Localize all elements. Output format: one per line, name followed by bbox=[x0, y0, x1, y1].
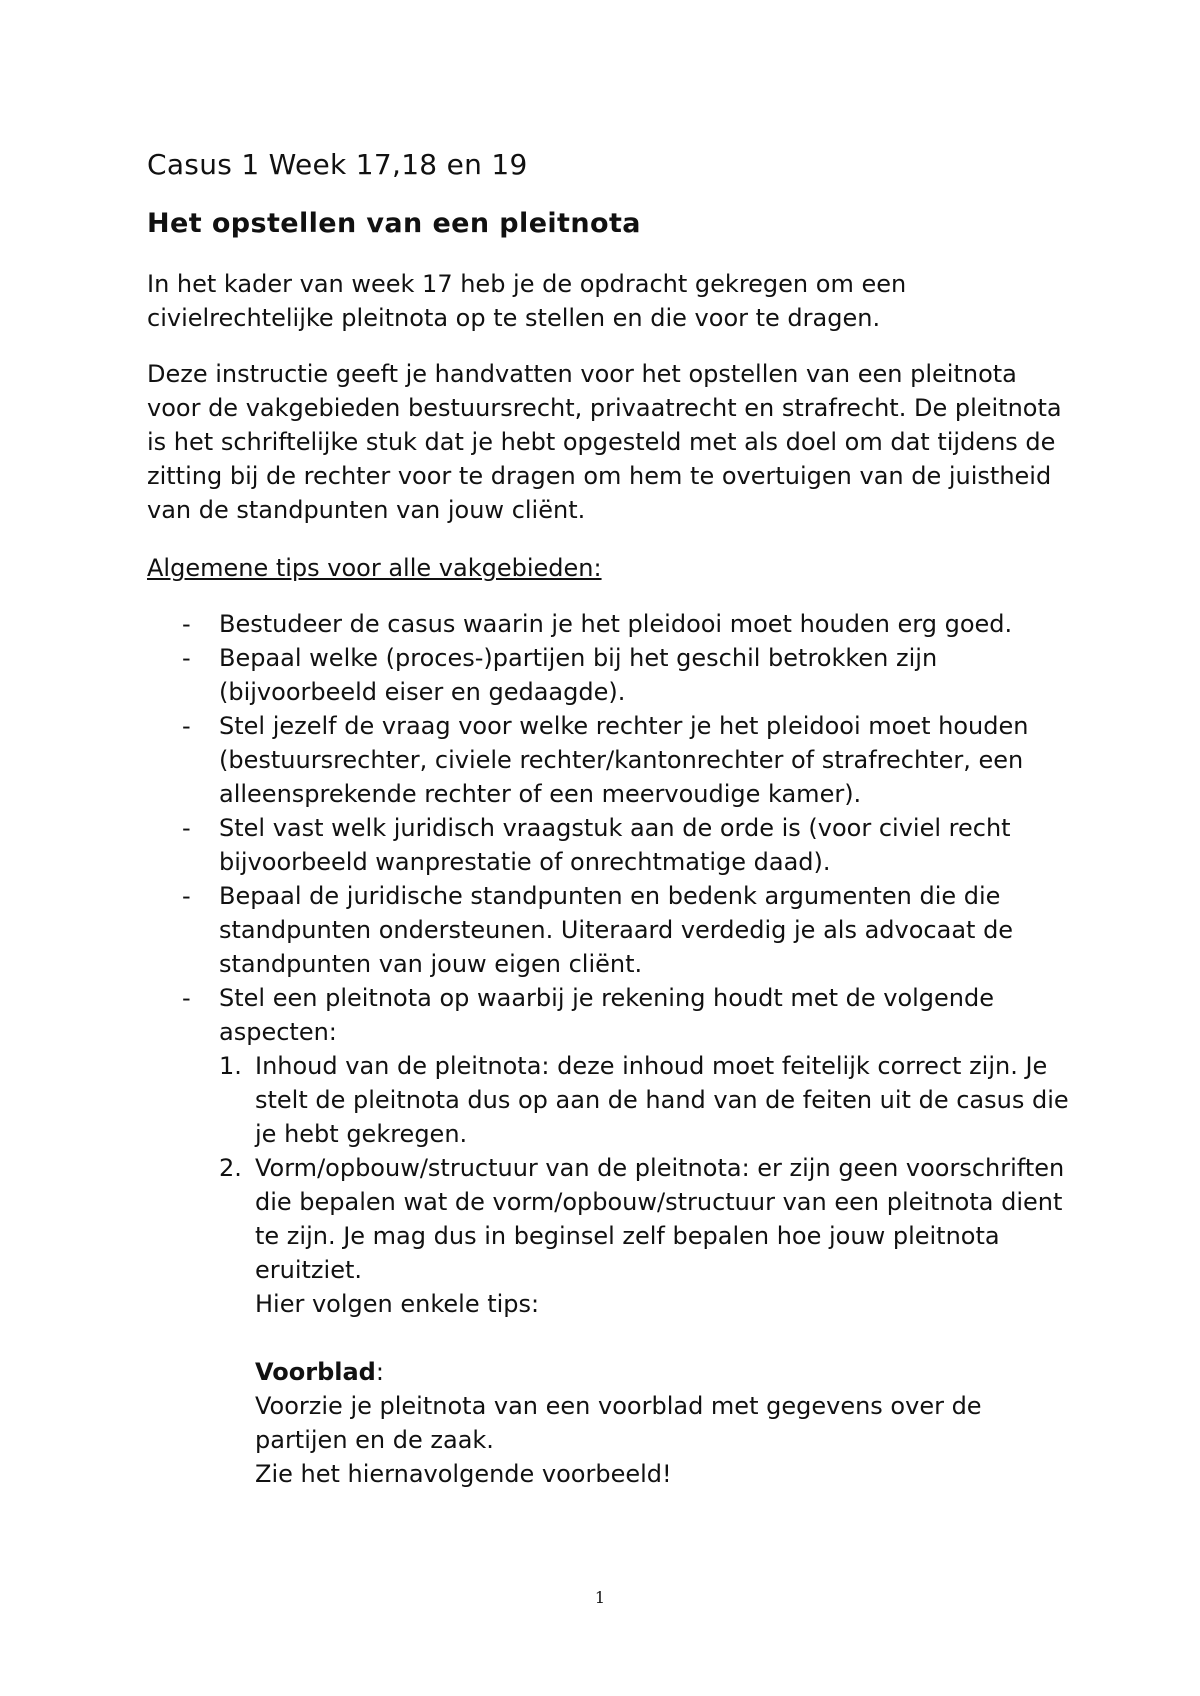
voorblad-example: Zie het hiernavolgende voorbeeld! bbox=[255, 1460, 672, 1488]
aspect-number: 2. bbox=[219, 1154, 242, 1182]
document-title: Casus 1 Week 17,18 en 19 bbox=[147, 148, 528, 181]
list-item bbox=[147, 641, 1077, 709]
tip-text: Stel jezelf de vraag voor welke rechter je het pleidooi moet houden (bestuursrechter, civiele rechter/kantonrechter of strafrechter, een alleensprekende rechter of een meervoudige kamer). bbox=[219, 712, 1029, 808]
list-item bbox=[147, 811, 1077, 879]
tip-text: Stel een pleitnota op waarbij je rekening houdt met de volgende aspecten: bbox=[219, 984, 995, 1046]
tip-text: Bepaal welke (proces-)partijen bij het geschil betrokken zijn (bijvoorbeeld eiser en gedaagde). bbox=[219, 644, 938, 706]
dash-bullet: - bbox=[182, 984, 191, 1012]
dash-bullet: - bbox=[182, 610, 191, 638]
page-number: 1 bbox=[594, 1588, 606, 1607]
voorblad-colon: : bbox=[375, 1358, 384, 1386]
intro-paragraph-2: Deze instructie geeft je handvatten voor het opstellen van een pleitnota voor de vakgebieden bestuursrecht, privaatrecht en strafrecht. De pleitnota is het schriftelijke stuk dat je hebt opgesteld met als doel om dat tijdens de zitting bij de rechter voor te dragen om hem te overtuigen van de juistheid van de standpunten van jouw cliënt. bbox=[147, 360, 1062, 524]
aspects-list bbox=[219, 1049, 1077, 1491]
aspect-text: Vorm/opbouw/structuur van de pleitnota: er zijn geen voorschriften die bepalen wat de vorm/opbouw/structuur van een pleitnota dient te zijn. Je mag dus in beginsel zelf bepalen hoe jouw pleitnota eruitziet. bbox=[255, 1154, 1065, 1284]
intro-paragraph-1: In het kader van week 17 heb je de opdracht gekregen om een civielrechtelijke pleitnota op te stellen en die voor te dragen. bbox=[147, 270, 907, 332]
tip-text: Stel vast welk juridisch vraagstuk aan de orde is (voor civiel recht bijvoorbeeld wanprestatie of onrechtmatige daad). bbox=[219, 814, 1011, 876]
aspect-text: Inhoud van de pleitnota: deze inhoud moet feitelijk correct zijn. Je stelt de pleitnota dus op aan de hand van de feiten uit de casus die je hebt gekregen. bbox=[255, 1052, 1069, 1148]
dash-bullet: - bbox=[182, 644, 191, 672]
voorblad-text: Voorzie je pleitnota van een voorblad met gegevens over de partijen en de zaak. bbox=[255, 1392, 982, 1454]
section-heading: Algemene tips voor alle vakgebieden: bbox=[147, 554, 602, 582]
list-item bbox=[219, 1151, 1077, 1491]
tip-text: Bestudeer de casus waarin je het pleidooi moet houden erg goed. bbox=[219, 610, 1013, 638]
list-item bbox=[147, 709, 1077, 811]
dash-bullet: - bbox=[182, 814, 191, 842]
tips-intro: Hier volgen enkele tips: bbox=[255, 1290, 540, 1318]
spacer bbox=[255, 1321, 1077, 1355]
voorblad-heading bbox=[255, 1355, 1077, 1389]
dash-bullet: - bbox=[182, 712, 191, 740]
list-item bbox=[147, 981, 1077, 1491]
tips-list bbox=[147, 607, 1077, 1491]
list-item bbox=[147, 879, 1077, 981]
document-body bbox=[147, 128, 1077, 1491]
document-subtitle: Het opstellen van een pleitnota bbox=[147, 208, 641, 239]
aspect-number: 1. bbox=[219, 1052, 242, 1080]
dash-bullet: - bbox=[182, 882, 191, 910]
list-item bbox=[219, 1049, 1077, 1151]
list-item bbox=[147, 607, 1077, 641]
tip-text: Bepaal de juridische standpunten en bedenk argumenten die die standpunten ondersteunen. Uiteraard verdedig je als advocaat de standpunten van jouw eigen cliënt. bbox=[219, 882, 1014, 978]
voorblad-label: Voorblad bbox=[255, 1358, 376, 1386]
